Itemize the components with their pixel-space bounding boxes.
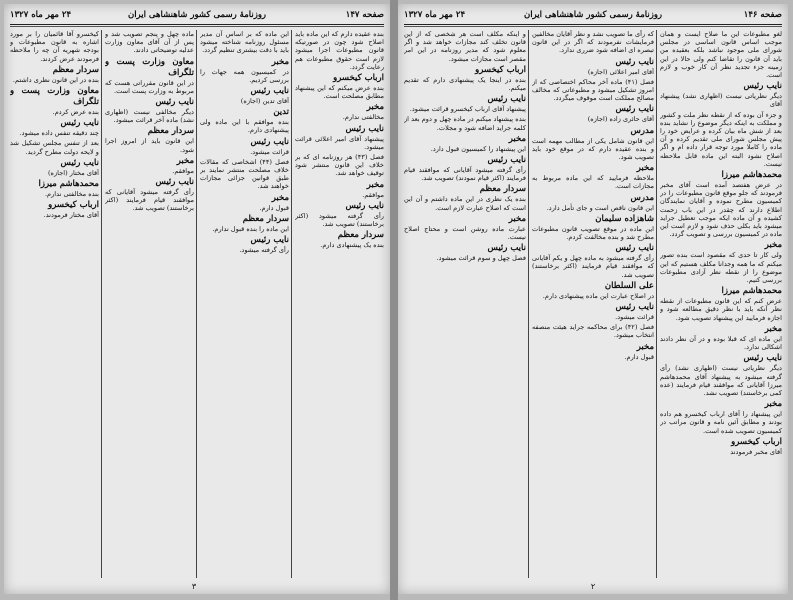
- header-rule: [10, 24, 384, 25]
- paragraph-text: پیشنهاد آقای ارباب کیخسرو قرائت میشود.: [409, 105, 526, 114]
- paragraph-text: چند دقیقه تنفس داده میشود.: [19, 129, 99, 138]
- speaker-name: نایب رئیس: [155, 97, 194, 108]
- paragraph: [660, 286, 782, 322]
- paragraph: [295, 73, 384, 100]
- text-column: [295, 30, 384, 578]
- speaker-name: نایب رئیس: [615, 243, 654, 254]
- speaker-name: ارباب کیخسرو: [48, 200, 99, 211]
- paragraph: [532, 104, 654, 123]
- paragraph-text: بنده یک پیشنهادی دارم.: [320, 241, 384, 250]
- speaker-name: سردار معظم: [479, 184, 526, 195]
- paragraph-text: آقای تدین (اجازه): [240, 97, 289, 106]
- paragraph: [660, 30, 782, 79]
- speaker-name: مخبر: [176, 155, 194, 166]
- paragraph: [200, 86, 289, 105]
- paragraph: [532, 302, 654, 321]
- paragraph: [404, 214, 526, 241]
- paragraph: [10, 139, 99, 155]
- speaker-name: مخبر: [764, 323, 782, 334]
- paragraph: [404, 243, 526, 262]
- paragraph: [532, 193, 654, 212]
- speaker-name: نایب رئیس: [250, 136, 289, 147]
- issue-date: ۲۴ مهر ماه ۱۳۲۷: [10, 10, 72, 20]
- paragraph-text: آقای مختار (اجازه): [47, 168, 99, 177]
- paragraph-text: که رأی ما تصویب نشد و نظر آقایان مخالفین فرمایشات نفرمودند که اگر در این قانون تبصره ای اضافه شود ضرری ندارد.: [532, 30, 654, 55]
- speaker-name: نایب رئیس: [487, 94, 526, 105]
- paragraph: [10, 30, 99, 63]
- speaker-name: سردار معظم: [242, 213, 289, 224]
- paragraph-text: فصل (۴۳) هر روزنامه ای که بر خلاف این قانون منتشر شود توقیف خواهد شد.: [295, 153, 384, 178]
- paragraph: [105, 57, 194, 95]
- paragraph: [660, 240, 782, 284]
- paragraph-text: فصل چهل و سوم قرائت میشود.: [436, 254, 526, 263]
- speaker-name: محمدهاشم میرزا: [721, 286, 782, 297]
- paragraph-text: این قانون شامل یکی از مطالب مهمه است و بنده عقیده دارم که در موقع خود باید تصویب شود.: [532, 136, 654, 162]
- paragraph-text: دیگر نظریاتی نیست (اظهاری نشد) پیشنهاد آقای: [660, 92, 782, 109]
- paragraph: [404, 94, 526, 113]
- left-page-header: [10, 10, 384, 24]
- paragraph-text: لغو مطبوعات این ما صلاح ایست و همان موجب اساس قانون اساسی در مجلس شورای ملی موجود نباشد بلکه بعقیده من باید آن قانون را تقاضا کنم ولی حالا در این زمینه جزء تجدید نظر آن کار خوب و لازم است.: [660, 30, 782, 80]
- text-column: [200, 30, 289, 578]
- paragraph-text: این قانون ناقص است و جای تأمل دارد.: [546, 203, 654, 212]
- speaker-name: معاون وزارت پست و تلگراف: [10, 86, 99, 108]
- paragraph: [532, 30, 654, 55]
- paragraph: [10, 158, 99, 177]
- paragraph-text: ولی کار تا حدی که مقصود است بنده تصور میکنم که ما همه وجدانا مکلف هستیم که این موضوع را از نقطه نظر آزادی مطبوعات بررسی کنیم.: [660, 251, 782, 285]
- text-column: [404, 30, 526, 578]
- paragraph-text: آقای امیر اعلائی (اجازه): [587, 67, 654, 76]
- paragraph: [404, 65, 526, 92]
- speaker-name: مخبر: [508, 133, 526, 144]
- paragraph: [532, 78, 654, 103]
- paragraph-text: رأی گرفته میشود.: [239, 246, 289, 255]
- column-separator: [196, 30, 197, 578]
- paragraph: [532, 243, 654, 279]
- paragraph-text: دیگر مخالفی نیست (اظهاری نشد) ماده آخر قرائت میشود.: [105, 108, 194, 125]
- speaker-name: نایب رئیس: [487, 155, 526, 166]
- speaker-name: نایب رئیس: [60, 118, 99, 129]
- paragraph-text: مخالفتی ندارم.: [342, 113, 384, 122]
- paragraph: [532, 342, 654, 361]
- column-separator: [528, 30, 529, 578]
- right-page-columns: [404, 30, 782, 578]
- paragraph-text: این ماده در موقع تصویب قانون مطبوعات مطرح شد و بنده مخالفت کردم.: [532, 224, 654, 242]
- paragraph: [404, 184, 526, 211]
- speaker-name: نایب رئیس: [615, 104, 654, 115]
- speaker-name: نایب رئیس: [345, 123, 384, 134]
- speaker-name: مخبر: [764, 399, 782, 410]
- speaker-name: نایب رئیس: [615, 56, 654, 67]
- paragraph: [532, 163, 654, 190]
- speaker-name: سردار معظم: [147, 126, 194, 137]
- paragraph-text: بنده عقیده دارم که این ماده باید اصلاح شود چون در صورتیکه قانون مطبوعات اجرا میشود لازم است حقوق مطبوعات هم رعایت گردد.: [295, 30, 384, 71]
- paragraph: [532, 214, 654, 241]
- speaker-name: نایب رئیس: [60, 157, 99, 168]
- speaker-name: تدین: [273, 107, 289, 118]
- speaker-name: نایب رئیس: [155, 177, 194, 188]
- paragraph-text: این پیشنهاد را آقای ارباب کیخسرو هم داده بودند و مطابق آئین نامه و قانون مراتب در کمیسیون تصویب شده است.: [660, 410, 782, 435]
- speaker-name: مدرس: [630, 125, 654, 136]
- paragraph-text: در اصلاح عبارت این ماده پیشنهادی دارم.: [542, 291, 654, 300]
- paragraph: [295, 124, 384, 151]
- paragraph: [105, 126, 194, 153]
- column-separator: [101, 30, 102, 578]
- paragraph: [660, 437, 782, 456]
- paragraph: [532, 323, 654, 339]
- paragraph-text: ماده چهل و پنجم تصویب شد و پس از آن آقای معاون وزارت عدلیه توضیحاتی دادند.: [105, 30, 194, 55]
- paragraph: [10, 86, 99, 116]
- paragraph: [660, 324, 782, 351]
- left-page: [4, 4, 390, 594]
- paragraph-text: بعد از تنفس مجلس تشکیل شد و لایحه دولت مطرح گردید.: [10, 139, 99, 156]
- speaker-name: ارباب کیخسرو: [475, 64, 526, 75]
- paragraph-text: بنده در این قانون نظری داشتم.: [12, 75, 99, 84]
- speaker-name: علی السلطان: [604, 280, 654, 291]
- paragraph-text: موافقم.: [172, 166, 194, 175]
- paragraph: [295, 201, 384, 228]
- paragraph-text: این ماده که بر اساس آن مدیر مسئول روزنامه شناخته میشود باید با دقت بیشتری تنظیم گردد.: [200, 30, 289, 55]
- page-label: صفحه ۱۴۶: [743, 10, 782, 20]
- paragraph: [10, 179, 99, 198]
- page-number: ۳: [191, 582, 197, 591]
- paragraph: [200, 214, 289, 233]
- paragraph-text: آقای مختار فرمودند.: [43, 211, 99, 220]
- speaker-name: ارباب کیخسرو: [731, 436, 782, 447]
- paragraph-text: بنده عرض میکنم که این پیشنهاد مطابق مصلحت است.: [295, 84, 384, 101]
- text-column: [660, 30, 782, 578]
- speaker-name: نایب رئیس: [345, 200, 384, 211]
- paragraph: [200, 158, 289, 191]
- speaker-name: نایب رئیس: [615, 302, 654, 313]
- paragraph-text: این پیشنهاد را کمیسیون قبول دارد.: [430, 144, 526, 153]
- speaker-name: مخبر: [764, 240, 782, 251]
- paragraph-text: قرائت میشود.: [615, 313, 654, 322]
- speaker-name: ارباب کیخسرو: [333, 73, 384, 84]
- page-number: ۲: [590, 582, 596, 591]
- paragraph: [200, 137, 289, 156]
- header-rule: [404, 26, 782, 27]
- paragraph: [105, 177, 194, 213]
- paragraph: [295, 180, 384, 199]
- paragraph-text: این ماده را بنده قبول ندارم.: [212, 224, 289, 233]
- paragraph-text: این قانون باید از امروز اجرا شود.: [105, 137, 194, 154]
- paragraph: [295, 230, 384, 249]
- issue-date: ۲۴ مهر ماه ۱۳۲۷: [404, 10, 466, 20]
- speaker-name: نایب رئیس: [250, 86, 289, 97]
- speaker-name: محمدهاشم میرزا: [38, 179, 99, 190]
- paragraph-text: رأی گرفته میشود آقایانی که موافقند قیام فرمایند (اکثر برخاستند) تصویب شد.: [105, 188, 194, 213]
- paragraph-text: کیخسرو آقا قائمیان را بر مورد اشاره به قانون مطبوعات و بودجه شهریه آن چه را ملاحظه فرمودند عرض کردند.: [10, 30, 99, 63]
- paragraph: [660, 170, 782, 238]
- left-page-columns: [10, 30, 384, 578]
- speaker-name: سردار معظم: [337, 230, 384, 241]
- paragraph: [532, 281, 654, 300]
- text-column: [10, 30, 99, 578]
- column-separator: [656, 30, 657, 578]
- paragraph: [10, 65, 99, 84]
- text-column: [532, 30, 654, 578]
- paragraph: [404, 155, 526, 182]
- paragraph-text: و اینکه مکلف است هر شخصی که از این قانون تخلف کند مجازات خواهد شد و اگر معلوم شود که مدیر روزنامه در این امر مقصر است مجازات میشود.: [404, 30, 526, 63]
- paragraph-text: فصل (۴۲) برای محاکمه جراید هیئت منصفه انتخاب میشود.: [532, 323, 654, 340]
- speaker-name: شاهزاده سلیمان: [595, 213, 654, 224]
- paragraph: [404, 30, 526, 63]
- speaker-name: مخبر: [636, 341, 654, 352]
- speaker-name: مخبر: [366, 179, 384, 190]
- paragraph: [200, 235, 289, 254]
- paragraph-text: بنده پیشنهاد میکنم در ماده چهل و دوم بعد از کلمه جراید اضافه شود و مجلات.: [404, 115, 526, 132]
- paragraph: [404, 134, 526, 153]
- speaker-name: مخبر: [271, 192, 289, 203]
- speaker-name: مدرس: [630, 192, 654, 203]
- paragraph: [105, 97, 194, 124]
- paragraph-text: در عرض هفتصد آمده است آقای مخبر فرمودند که جلو موقع قانون مطبوعات را در کمیسیون مطرح نموده و آقایان نمایندگان اطلاع دارند که چقدر در این باب زحمت کشیده و آن ماده ایکه موجب تعطیل جراید میشود باید بکلی حذف شود و لازم است این ماده در کمیسیون بررسی و تصویب گردد.: [660, 181, 782, 239]
- paragraph-text: بنده عرض کردم.: [52, 108, 99, 117]
- paragraph-text: فصل (۴۱) ماده آخر محاکم اختصاصی که از امروز تشکیل میشود و مطبوعاتی که مخالف مصالح مملکت است موقوف میگردد.: [532, 77, 654, 103]
- paragraph-text: این ماده ای که قبلا بوده و در آن نظر دادند اشکالی ندارد.: [660, 334, 782, 352]
- paragraph: [660, 399, 782, 435]
- newspaper-title: روزنامهٔ رسمی کشور شاهنشاهی ایران: [523, 10, 663, 20]
- speaker-name: مخبر: [271, 56, 289, 67]
- paragraph-text: پیشنهاد آقای امیر اعلائی قرائت میشود.: [295, 134, 384, 151]
- paragraph-text: آقای حائری زاده (اجازه): [587, 115, 654, 124]
- speaker-name: نایب رئیس: [743, 81, 782, 92]
- paragraph: [295, 102, 384, 121]
- paragraph-text: دیگر نظریاتی نیست (اظهاری نشد) رأی گرفته میشود به پیشنهاد آقای محمدهاشم میرزا آقایانی که موافقند قیام فرمایند (عده کمی برخاستند) تصویب نشد.: [660, 364, 782, 397]
- header-rule: [10, 26, 384, 27]
- paragraph-text: قبول دارم.: [259, 203, 289, 212]
- paragraph: [532, 57, 654, 76]
- speaker-name: مخبر: [508, 213, 526, 224]
- speaker-name: نایب رئیس: [743, 353, 782, 364]
- speaker-name: مخبر: [366, 102, 384, 113]
- right-page-header: [404, 10, 782, 24]
- paragraph: [105, 156, 194, 175]
- page-gutter: [390, 0, 398, 600]
- paragraph: [10, 200, 99, 219]
- paragraph-text: رأی گرفته میشود (اکثر برخاستند) تصویب شد.: [295, 211, 384, 229]
- paragraph-text: بنده در اینجا یک پیشنهادی دارم که تقدیم میکنم.: [404, 75, 526, 93]
- paragraph-text: قرائت میشود.: [250, 147, 289, 156]
- paragraph: [10, 118, 99, 137]
- paragraph-text: رأی گرفته میشود آقایانی که موافقند قیام فرمایند (اکثر قیام نمودند) تصویب شد.: [404, 166, 526, 183]
- right-page: [398, 4, 788, 594]
- paragraph-text: عرض کنم که این قانون مطبوعات از نقطه نظر آنکه باید با نظر دقیق مطالعه شود و اجازه فرمایید این پیشنهاد تصویب شود.: [660, 297, 782, 322]
- paragraph: [404, 115, 526, 131]
- paragraph-text: رأی گرفته میشود به ماده چهل و یکم آقایانی که موافقند قیام فرمایند (اکثر برخاستند) تصویب شد.: [532, 254, 654, 279]
- paragraph: [295, 30, 384, 71]
- paragraph-text: فصل (۴۴) اشخاصی که مقالات خلاف مصلحت منتشر نمایند بر طبق قوانین جزائی مجازات خواهند شد.: [200, 157, 289, 191]
- paragraph-text: ملاحظه فرمایید که این ماده مربوط به مجازات است.: [532, 174, 654, 191]
- header-rule: [404, 24, 782, 25]
- newspaper-title: روزنامهٔ رسمی کشور شاهنشاهی ایران: [127, 10, 267, 20]
- speaker-name: نایب رئیس: [487, 243, 526, 254]
- paragraph-text: بنده یک نظری در این ماده داشتم و آن این است که اصلاح عبارت لازم است.: [404, 195, 526, 212]
- paragraph-text: در این قانون مقرراتی هست که مربوط به وزارت پست است.: [105, 78, 194, 95]
- paragraph-text: در کمیسیون همه جهات را بررسی کردیم.: [200, 67, 289, 84]
- page-label: صفحه ۱۴۷: [345, 10, 384, 20]
- paragraph-text: موافقم.: [362, 190, 384, 199]
- paragraph-text: آقای مخبر فرمودند: [730, 447, 782, 456]
- text-column: [105, 30, 194, 578]
- paragraph: [295, 153, 384, 178]
- speaker-name: معاون وزارت پست و تلگراف: [105, 56, 194, 78]
- paragraph: [532, 126, 654, 162]
- paragraph: [200, 107, 289, 134]
- paragraph-text: و جزء آن بوده که از نقطه نظر ملت و کشور و مملکت به اینکه دیگر موضوع را نشاید بنده بعد از شش ماه بیان کرده و عرایض خود را پیش مجلس شورای ملی تقدیم کرده و آن ماده را کاملا مورد توجه قرار داده ام و اگر اصلاح نشود البته این ماده قابل ملاحظه نیست.: [660, 110, 782, 168]
- paragraph: [660, 111, 782, 168]
- paragraph: [660, 353, 782, 397]
- speaker-name: محمدهاشم میرزا: [721, 170, 782, 181]
- speaker-name: نایب رئیس: [250, 235, 289, 246]
- column-separator: [291, 30, 292, 578]
- paragraph: [200, 57, 289, 84]
- speaker-name: سردار معظم: [52, 64, 99, 75]
- paragraph-text: بنده موافقم با این ماده ولی پیشنهادی دارم.: [200, 118, 289, 135]
- paragraph: [200, 193, 289, 212]
- speaker-name: مخبر: [636, 163, 654, 174]
- paragraph: [200, 30, 289, 55]
- paragraph-text: عبارت ماده روشن است و محتاج اصلاح نیست.: [404, 224, 526, 242]
- paragraph: [105, 30, 194, 55]
- paragraph-text: بنده مخالفتی ندارم.: [44, 190, 99, 199]
- paragraph: [660, 81, 782, 108]
- paragraph-text: قبول دارم.: [624, 352, 654, 361]
